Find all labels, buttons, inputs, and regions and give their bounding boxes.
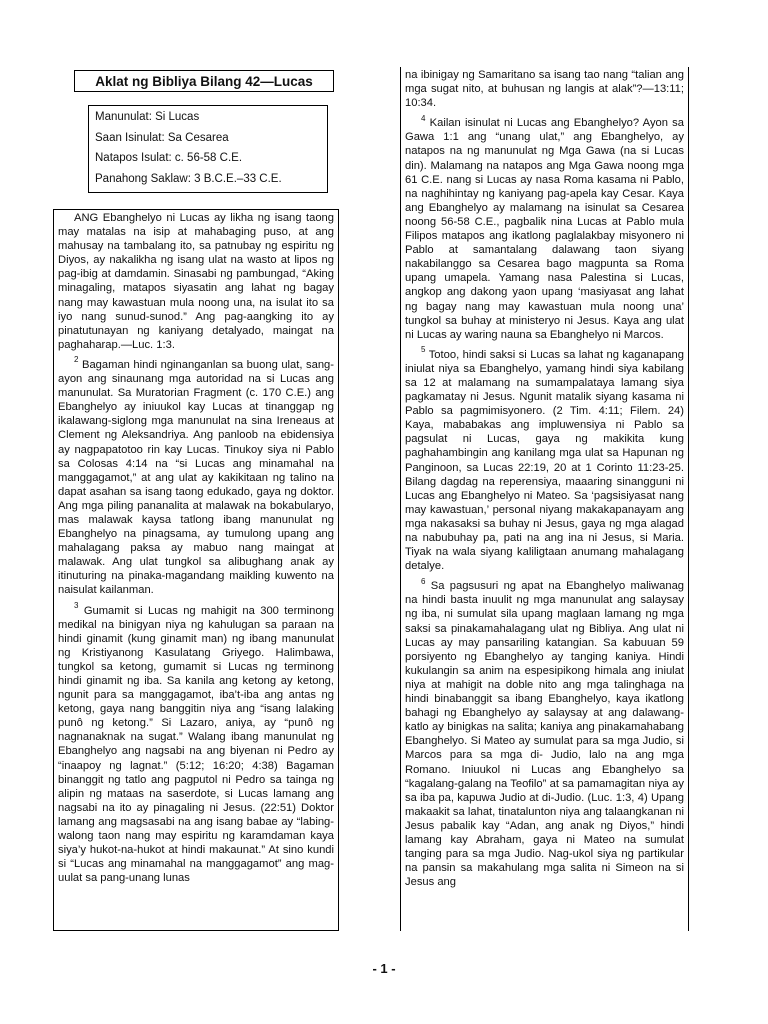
paragraph-number: 3 — [74, 600, 79, 610]
paragraph-3 — [58, 600, 334, 886]
paragraph-3-continued — [405, 68, 684, 110]
right-column — [405, 68, 684, 895]
left-column — [58, 211, 334, 891]
info-time-covered: Panahong Saklaw: 3 B.C.E.–33 C.E. — [95, 172, 282, 185]
paragraph-2-text: Bagaman hindi nginanganlan sa buong ulat, sang-ayon ang sinaunang mga autoridad na si Lucas ang manunulat. Sa Muratorian Fragment (c. 170 C.E.) ang Ebanghelyo ay iniuukol kay Lucas at tinanggap ng ikalawang-siglong mga manunulat na sina Ireneaus at Clement ng Aleksandriya. Ang panloob na ebidensiya ay nagpapatotoo rin kay Lucas. Tinukoy siya ni Pablo sa Colosas 4:14 na “si Lucas ang minamahal na manggagamot,” at ang ulat ay kakikitaan ng talino na dapat asahan sa isang taong edukado, gaya ng doktor. Ang mga piling pananalita at malawak na bokabularyo, mas malawak kaysa tatlong ibang manunulat ng Ebanghelyo na pinagsama, ay tumulong upang ang mahalagang paksa ay mabuo nang maingat at malawak. Ang ulat tungkol sa alibughang anak ay itinuturing na pinaka-magandang maikling kuwento na naisulat kailanman. — [58, 358, 334, 597]
paragraph-1-text: ANG Ebanghelyo ni Lucas ay likha ng isang taong may matalas na isip at mahabaging puso, at ang mahusay na tambalang ito, sa patnubay ng espiritu ng Diyos, ay nakalikha ng isang ulat na wasto at lipos ng pag-ibig at damdamin. Sinasabi ng pambungad, “Aking minagaling, matapos siyasatin ang lahat ng bagay nang may kawastuan mula noong una, na isulat ito sa iyo nang sunud-sunod.” Ang pag-aangking ito ay pinatutunayan ng kaniyang detalyado, maingat na paghaharap.—Luc. 1:3. — [58, 212, 334, 351]
paragraph-number: 4 — [421, 113, 426, 123]
paragraph-6-text: Sa pagsusuri ng apat na Ebanghelyo maliwanag na hindi basta inuulit ng mga manunulat ang salaysay ng iba, ni sumulat sila upang maglaan lamang ng mga saksi sa pinakamahalagang ulat ng Bibliya. Ang ulat ni Lucas ay may pansariling katangian. Sa kabuuan 59 porsiyento ng Ebanghelyo ay tanging kaniya. Hindi kukulangin sa anim na espesipikong himala ang iniulat niya at mahigit na doble nito ang mga talinghaga na hindi binabanggit sa ibang Ebanghelyo, kaya ikatlong bahagi ng Ebanghelyo ay salaysay at ang dalawang-katlo ay binigkas na salita; kaniya ang pinakamahabang Ebanghelyo. Si Mateo ay sumulat para sa mga Judio, si Marcos para sa mga di- Judio, lalo na ang mga Romano. Iniuukol ni Lucas ang Ebanghelyo sa “kagalang-galang na Teofilo” at sa pamamagitan niya ay sa iba pa, kapuwa Judio at di-Judio. (Luc. 1:3, 4) Upang makaakit sa lahat, tinatalunton niya ang talaangkanan ni Jesus pabalik kay “Adan, ang anak ng Diyos,” hindi lamang kay Abraham, gaya ni Mateo na sumulat tanging para sa mga Judio. Nag-ukol siya ng partikular na pansin sa makahulang mga salita ni Simeon na si Jesus ang — [405, 580, 685, 889]
paragraph-2 — [58, 355, 334, 598]
paragraph-number: 5 — [421, 345, 426, 355]
paragraph-5 — [405, 345, 685, 574]
paragraph-6 — [405, 576, 685, 889]
paragraph-number: 6 — [421, 576, 426, 586]
info-writer: Manunulat: Si Lucas — [95, 111, 200, 123]
info-writing-completed: Natapos Isulat: c. 56-58 C.E. — [95, 152, 243, 164]
paragraph-5-text: Totoo, hindi saksi si Lucas sa lahat ng kaganapang iniulat niya sa Ebanghelyo, yamang hindi siya kabilang sa 12 at malamang na sumampalataya lamang siya pagkamatay ni Jesus. Ngunit matalik siyang kasama ni Pablo sa pagmimisyonero. (2 Tim. 4:11; Filem. 24) Kaya, mababakas ang impluwensiya ni Pablo sa pagsulat ni Lucas, gaya ng makikita kung paghahambingin ang kanilang mga ulat sa Hapunan ng Panginoon, sa Lucas 22:19, 20 at 1 Corinto 11:23-25. Bilang dagdag na reperensiya, maaaring sinangguni ni Lucas ang Ebanghelyo ni Mateo. Sa ‘pagsisiyasat nang may kawastuan,’ personal niyang makakapanayam ang mga nakasaksi sa buhay ni Jesus, gaya ng mga alagad na nabubuhay pa, pati na ang ina ni Jesus, si Maria. Tiyak na wala siyang kaliligtaan anumang mahalagang detalye. — [405, 348, 685, 573]
page-number: - 1 - — [372, 961, 396, 976]
paragraph-4-text: Kailan isinulat ni Lucas ang Ebanghelyo? Ayon sa Gawa 1:1 ang “unang ulat,” ang Ebanghelyo, ay natapos na ng manunulat ng Mga Gawa (na si Lucas din). Malamang na natapos ang Mga Gawa noong mga 61 C.E. nang si Lucas ay nasa Roma kasama ni Pablo, na naghihintay ng kaniyang pag-apela kay Cesar. Kaya ang Ebanghelyo ay malamang na isinulat sa Cesarea noong 56-58 C.E., pagbalik nina Lucas at Pablo mula Filipos matapos ang ikatlong paglalakbay misyonero ni Pablo at samantalang dalawang taon siyang nakabilanggo sa Cesarea bago magpunta sa Roma upang umapela. Yamang nasa Palestina si Lucas, angkop ang dakong yaon upang ‘masiyasat ang lahat ng bagay nang may kawastuan mula noong una’ tungkol sa buhay at ministeryo ni Jesus. Kaya ang ulat ni Lucas ay waring nauna sa Ebanghelyo ni Marcos. — [405, 117, 684, 341]
paragraph-number: 2 — [74, 355, 79, 365]
paragraph-3-continued-text: na ibinigay ng Samaritano sa isang tao nang “talian ang mga sugat nito, at buhusan ng langis at alak”?—13:11; 10:34. — [405, 69, 684, 110]
book-info-box — [88, 105, 328, 193]
info-place-written: Saan Isinulat: Sa Cesarea — [95, 131, 229, 144]
paragraph-4 — [405, 113, 684, 342]
paragraph-3-text: Gumamit si Lucas ng mahigit na 300 terminong medikal na binigyan niya ng kahulugan sa paraan na hindi ginamit (kung ginamit man) ng ibang manunulat ng Kristiyanong Kasulatang Griyego. Halimbawa, tungkol sa ketong, gumamit si Lucas ng terminong hindi ginamit ng iba. Sa kanila ang ketong ay ketong, ngunit para sa manggagamot, iba’t-iba ang antas ng ketong, gaya nang banggitin niya ang “isang lalaking punô ng ketong.” Si Lazaro, aniya, ay “punô ng nagnanaknak na sugat.” Walang ibang manunulat ng Ebanghelyo ang nagsabi na ang biyenan ni Pedro ay “inaapoy ng lagnat.” (5:12; 16:20; 4:38) Bagaman binanggit ng tatlo ang pagputol ni Pedro sa tainga ng alipin ng mataas na saserdote, si Lucas lamang ang nagsabi na ito ay pinagaling ni Jesus. (22:51) Doktor lamang ang magsasabi na ang isang babae ay “labing-walong taon nang may espiritu ng karamdaman kaya siya’y hukot-na-hukot at hindi makaunat.” At sino kundi si “Lucas ang minamahal na manggagamot” ang mag-uulat sa pang-unang lunas — [58, 604, 334, 885]
page-title: Aklat ng Bibliya Bilang 42—Lucas — [74, 70, 334, 92]
paragraph-1 — [58, 211, 334, 352]
